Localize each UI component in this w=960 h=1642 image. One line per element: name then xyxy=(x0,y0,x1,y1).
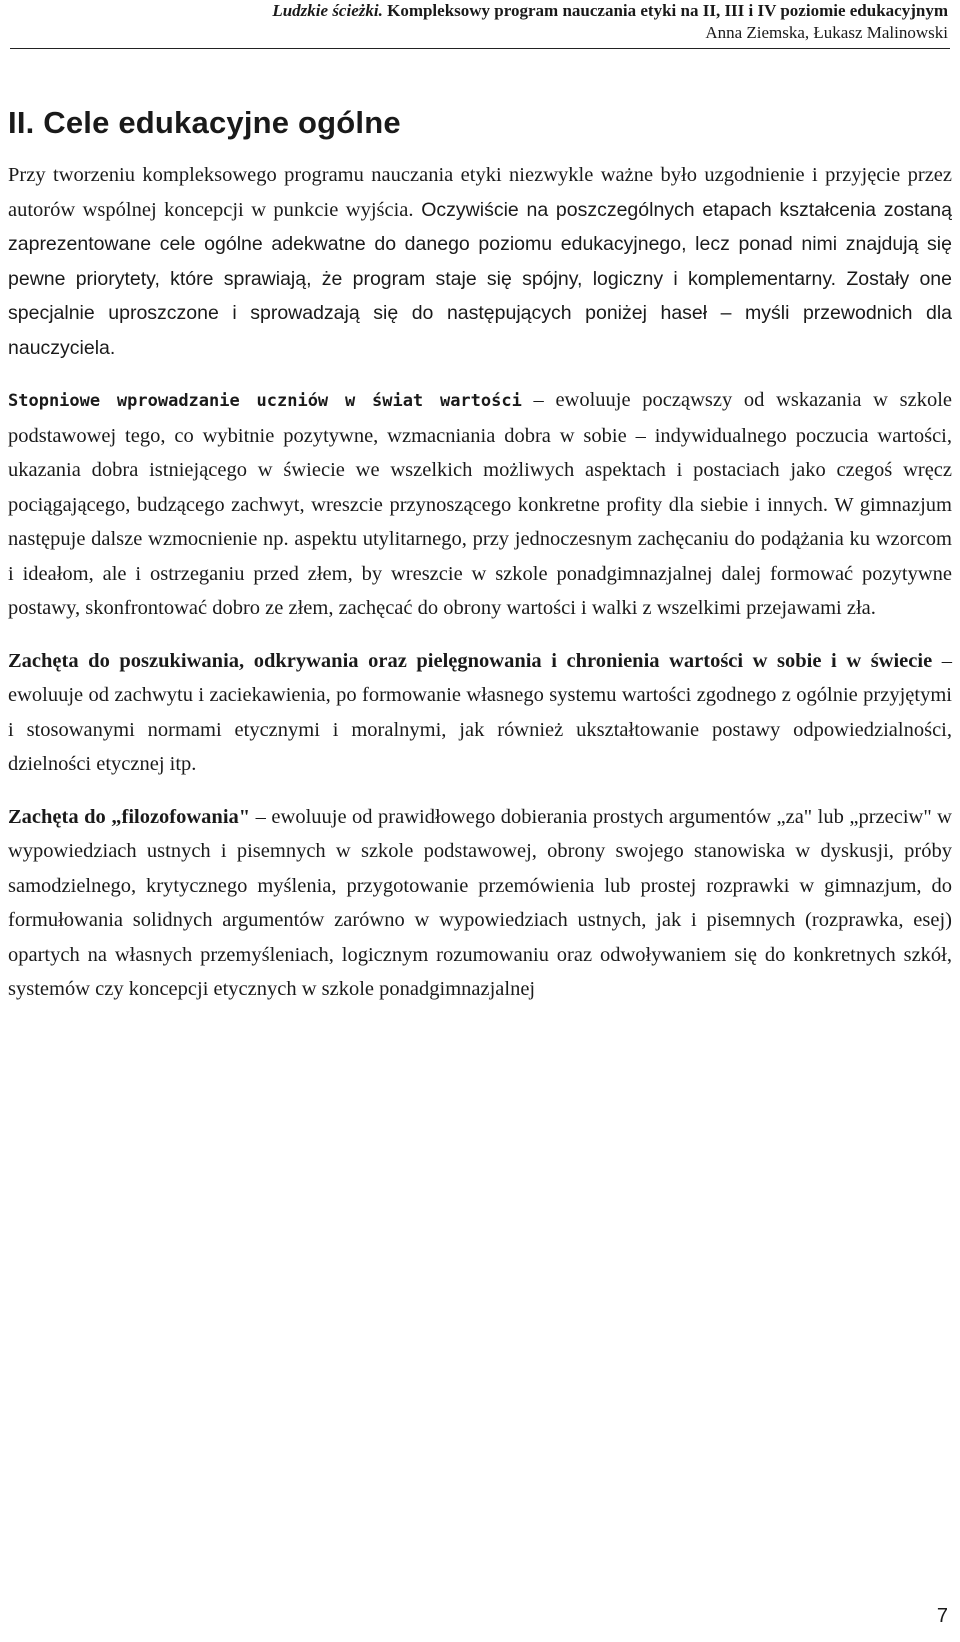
paragraph-philosophizing xyxy=(8,800,952,1007)
header-title-italic: Ludzkie ścieżki. xyxy=(272,1,383,20)
intro-text-serif: Przy tworzeniu kompleksowego programu nauczania etyki niezwykle ważne było uzgodnienie i przyjęcie przez autorów wspólnej koncepcji w punkcie wyjścia. xyxy=(8,164,952,221)
page-number: 7 xyxy=(936,1605,948,1627)
paragraph-lead: Zachęta do poszukiwania, odkrywania oraz pielęgnowania i chronienia wartości w sobie i w świecie xyxy=(8,649,933,672)
running-header xyxy=(8,0,948,44)
paragraph-body: – ewoluuje począwszy od wskazania w szkole podstawowej tego, co wybitnie pozytywne, wzmacniania dobra w sobie – indywidualnego poczucia wartości, ukazania dobra istniejącego w świecie we wszelkich możliwych aspektach i postaciach jako czegoś wręcz pociągającego, budzącego zachwyt, wreszcie przynoszącego konkretne profity dla siebie i innych. W gimnazjum następuje dalsze wzmocnienie np. aspektu utylitarnego, przy jednoczesnym zachęcaniu do podążania ku wzorcom i ideałom, ale i ostrzeganiu przed złem, by wreszcie w szkole ponadgimnazjalnej dalej formować pozytywne postawy, skonfrontować dobro ze złem, zachęcać do obrony wartości i walki z wszelkimi przejawami zła. xyxy=(8,389,952,619)
paragraph-body: – ewoluuje od zachwytu i zaciekawienia, po formowanie własnego systemu wartości zgodnego z ogólnie przyjętymi i stosowanymi normami etycznymi i moralnymi, jak również ukształtowanie postawy odpowiedzialności, dzielności etycznej itp. xyxy=(8,649,952,775)
paragraph-lead: Zachęta do „filozofowania" xyxy=(8,805,251,828)
intro-text-sans: Oczywiście na poszczególnych etapach kształcenia zostaną zaprezentowane cele ogólne adekwatne do danego poziomu edukacyjnego, lecz ponad nimi znajdują się pewne priorytety, które sprawiają, że program staje się spójny, logiczny i komplementarny. Zostały one specjalnie uproszczone i sprowadzają się do następujących poniżej haseł – myśli przewodnich dla nauczyciela. xyxy=(8,198,952,359)
header-title-rest: Kompleksowy program nauczania etyki na II, III i IV poziomie edukacyjnym xyxy=(382,1,948,20)
paragraph-lead: Stopniowe wprowadzanie uczniów w świat wartości xyxy=(8,391,522,411)
header-divider xyxy=(10,48,950,49)
paragraph-world-of-values xyxy=(8,383,952,626)
paragraph-seeking-values xyxy=(8,644,952,782)
header-authors: Anna Ziemska, Łukasz Malinowski xyxy=(705,23,948,42)
header-title xyxy=(8,0,948,22)
intro-paragraph xyxy=(8,158,952,365)
paragraph-body: – ewoluuje od prawidłowego dobierania prostych argumentów „za" lub „przeciw" w wypowiedziach ustnych i pisemnych w szkole podstawowej, obrony swojego stanowiska w dyskusji, próby samodzielnego, krytycznego myślenia, przygotowanie przemówienia lub prostej rozprawki w gimnazjum, do formułowania solidnych argumentów zarówno w wypowiedziach ustnych, jak i pisemnych (rozprawka, esej) opartych na własnych przemyśleniach, logicznym rozumowaniu oraz odwoływaniem się do konkretnych szkół, systemów czy koncepcji etycznych w szkole ponadgimnazjalnej xyxy=(8,805,952,1000)
section-title: II. Cele edukacyjne ogólne xyxy=(8,105,401,140)
